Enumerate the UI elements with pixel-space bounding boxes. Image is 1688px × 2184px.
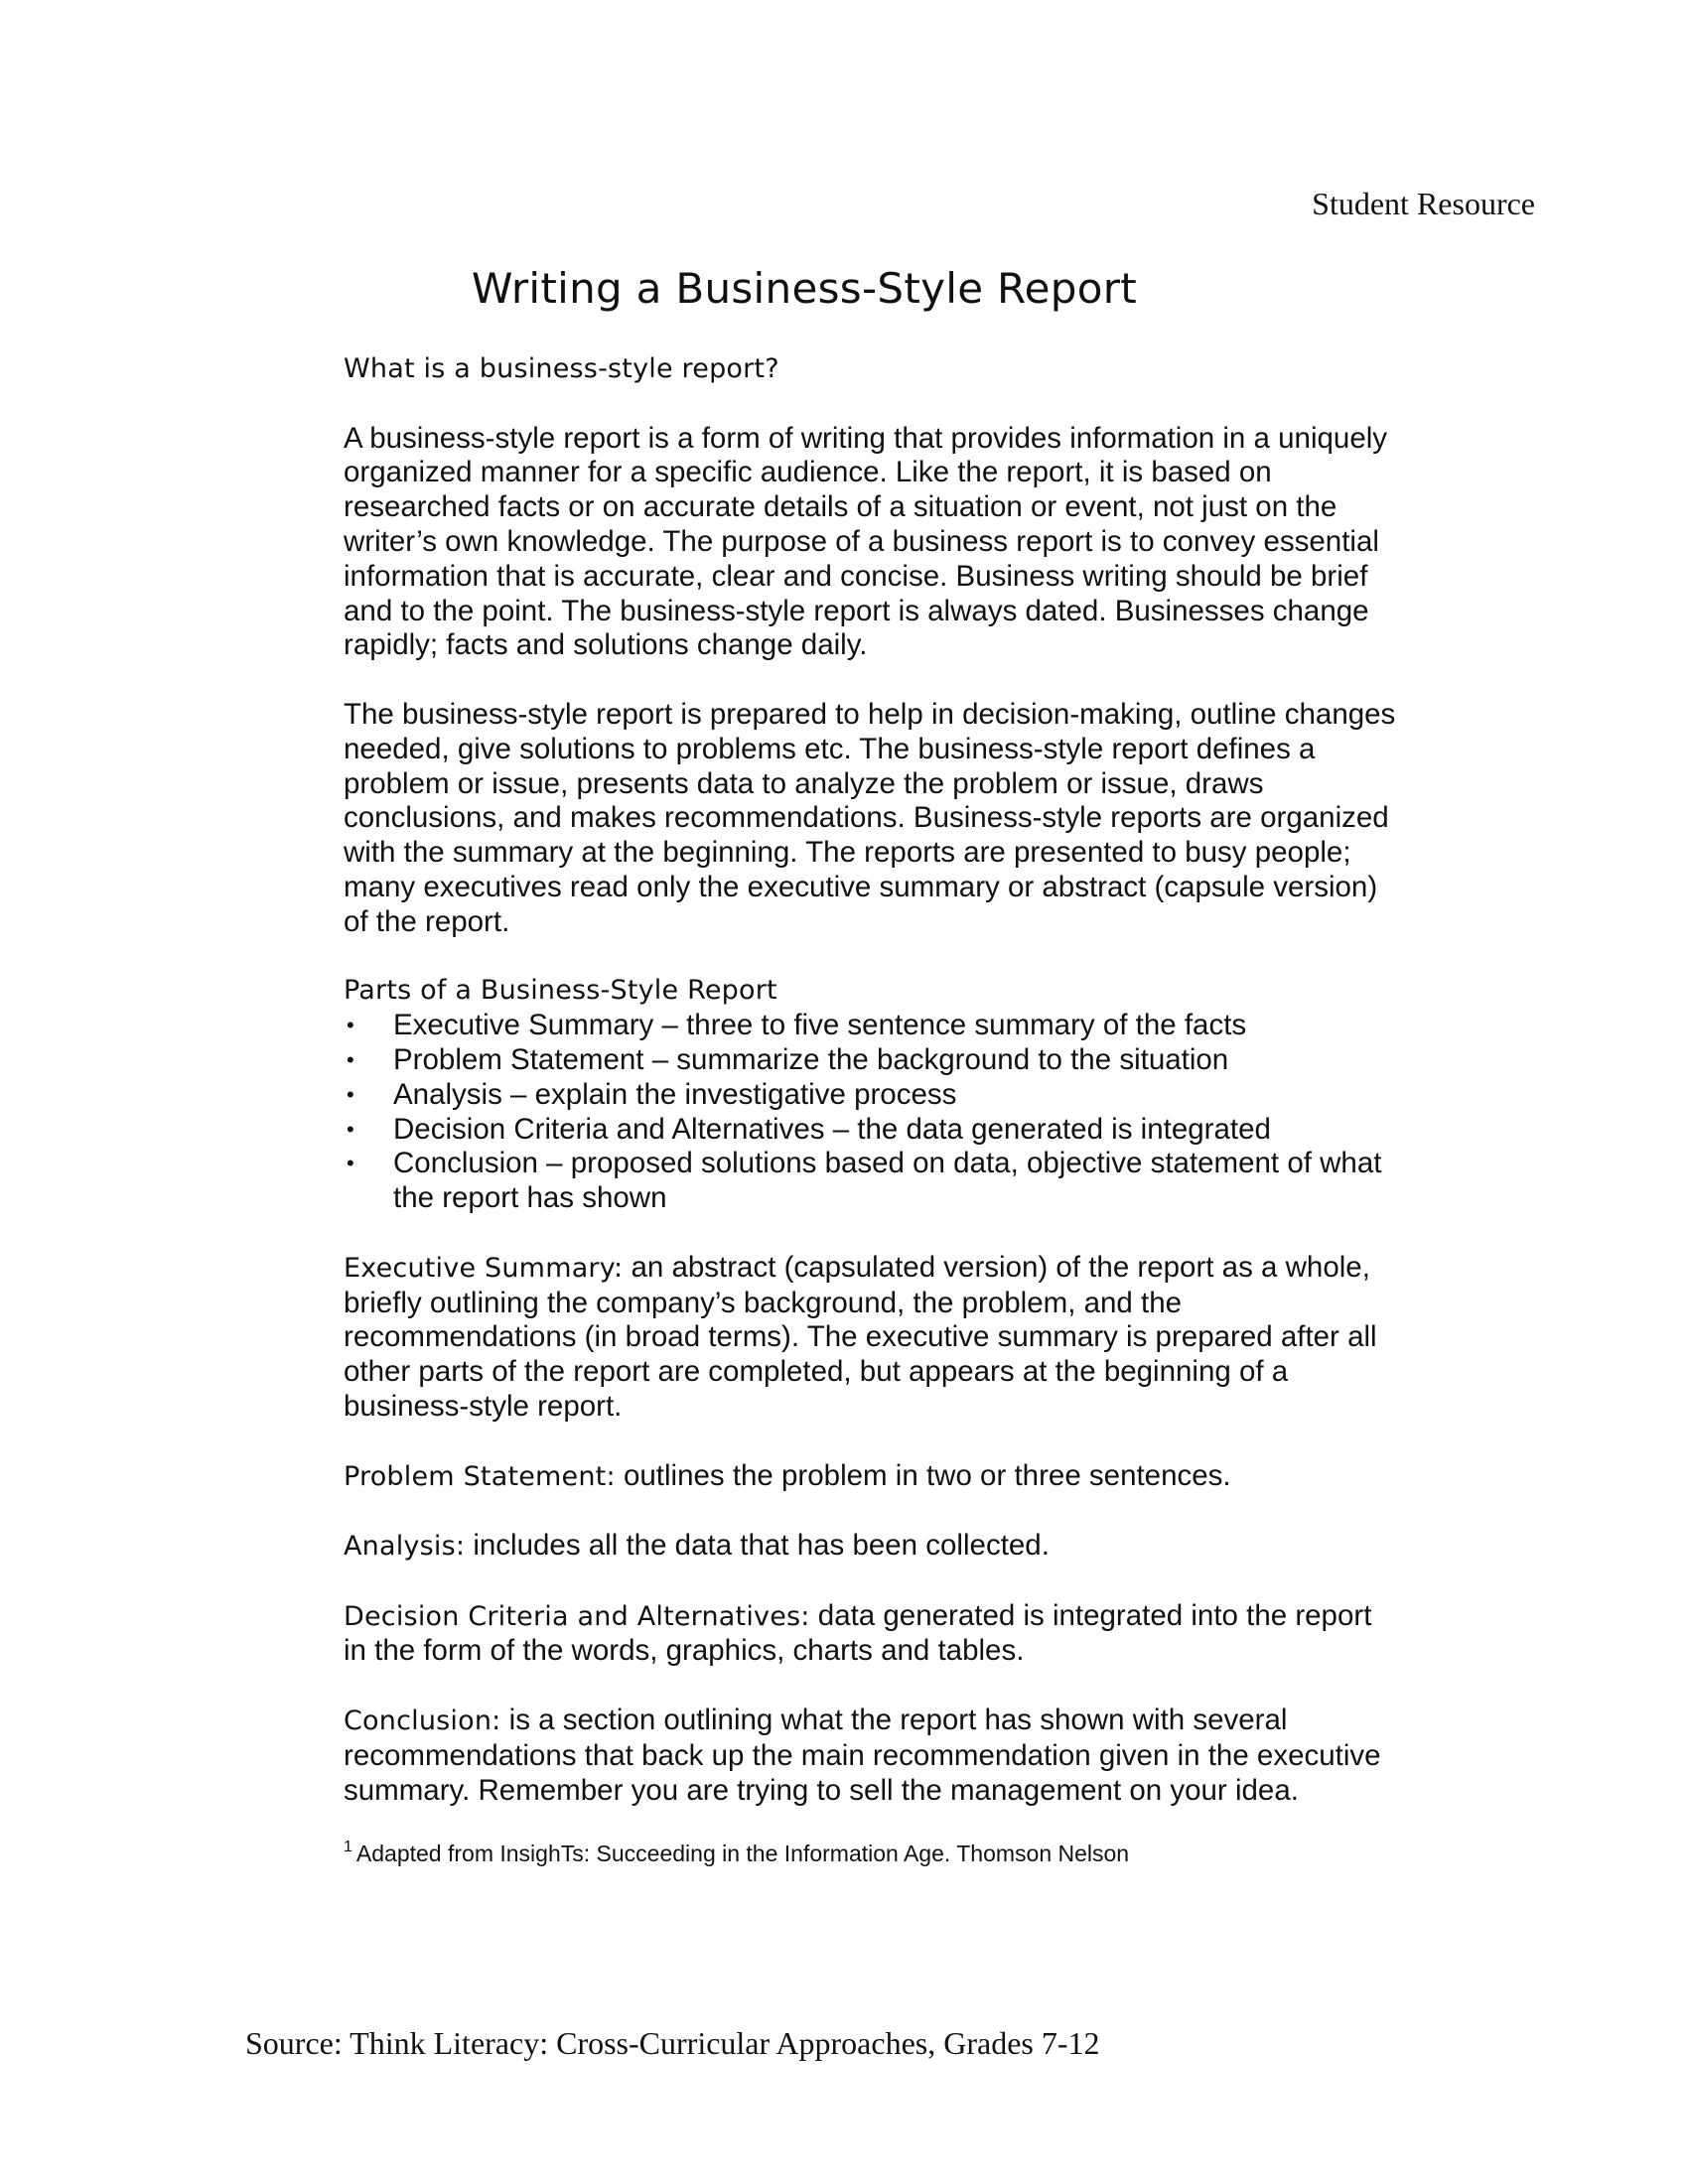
list-item xyxy=(344,1113,1396,1148)
bullet-icon: • xyxy=(347,1081,354,1107)
paragraph-intro: A business-style report is a form of writing that provides information in a uniquely organized manner for a specific audience. Like the report, it is based on researched facts or on accurate details of a situation or event, not just on the writer’s own knowledge. The purpose of a business report is to convey essential information that is accurate, clear and concise. Business writing should be brief and to the point. The business-style report is always dated. Businesses change rapidly; facts and solutions change daily. xyxy=(344,421,1388,662)
list-item xyxy=(344,1078,1396,1113)
source-citation: Source: Think Literacy: Cross-Curricular Approaches, Grades 7-12 xyxy=(245,2025,1100,2061)
parts-list xyxy=(344,1009,1396,1216)
footnote xyxy=(344,1833,1396,1868)
page-title: Writing a Business-Style Report xyxy=(471,264,1138,313)
header-label: Student Resource xyxy=(1312,186,1535,221)
section-executive-summary xyxy=(344,1251,1396,1425)
section-text: includes all the data that has been collected. xyxy=(465,1529,1050,1563)
list-item-text: Decision Criteria and Alternatives – the data generated is integrated xyxy=(393,1112,1271,1146)
section-text: data generated is integrated into the report in the form of the words, graphics, charts and tables. xyxy=(344,1598,1372,1668)
section-term: Conclusion: xyxy=(344,1706,501,1737)
intro-question: What is a business-style report? xyxy=(344,353,779,384)
document-body xyxy=(344,352,1396,1868)
section-term: Problem Statement: xyxy=(344,1460,616,1492)
bullet-icon: • xyxy=(347,1151,354,1176)
list-item-text: Problem Statement – summarize the background to the situation xyxy=(393,1042,1229,1076)
list-item-text: Analysis – explain the investigative process xyxy=(393,1077,957,1111)
section-text: is a section outlining what the report has shown with several recommendations that back up the main recommendation given in the executive summary. Remember you are trying to sell the management on your idea. xyxy=(344,1704,1381,1807)
section-text: outlines the problem in two or three sentences. xyxy=(615,1458,1231,1492)
footnote-marker: 1 xyxy=(344,1839,352,1856)
parts-heading: Parts of a Business-Style Report xyxy=(344,975,777,1007)
section-term: Analysis: xyxy=(344,1531,466,1563)
footnote-text: Adapted from InsighTs: Succeeding in the Information Age. Thomson Nelson xyxy=(355,1841,1130,1867)
list-item xyxy=(344,1009,1396,1043)
list-item xyxy=(344,1147,1396,1216)
section-analysis xyxy=(344,1529,1396,1565)
bullet-icon: • xyxy=(347,1013,354,1038)
section-decision-criteria xyxy=(344,1599,1396,1670)
list-item xyxy=(344,1043,1396,1078)
bullet-icon: • xyxy=(347,1046,354,1072)
section-problem-statement xyxy=(344,1459,1396,1495)
section-term: Decision Criteria and Alternatives: xyxy=(344,1600,810,1632)
section-text: an abstract (capsulated version) of the report as a whole, briefly outlining the company’s background, the problem, and the recommendations (in broad terms). The executive summary is prepared after all other parts of the report are completed, but appears at the beginning of a business-style report. xyxy=(344,1250,1377,1423)
section-term: Executive Summary: xyxy=(344,1252,624,1284)
list-item-text: Executive Summary – three to five sentence summary of the facts xyxy=(393,1009,1247,1042)
bullet-icon: • xyxy=(347,1116,354,1142)
list-item-text: Conclusion – proposed solutions based on data, objective statement of what the report has shown xyxy=(393,1147,1382,1215)
section-conclusion xyxy=(344,1704,1396,1808)
paragraph-purpose: The business-style report is prepared to help in decision-making, outline changes needed, give solutions to problems etc. The business-style report defines a problem or issue, presents data to analyze the problem or issue, draws conclusions, and makes recommendations. Business-style reports are organized with the summary at the beginning. The reports are presented to busy people; many executives read only the executive summary or abstract (capsule version) of the report. xyxy=(344,697,1396,938)
